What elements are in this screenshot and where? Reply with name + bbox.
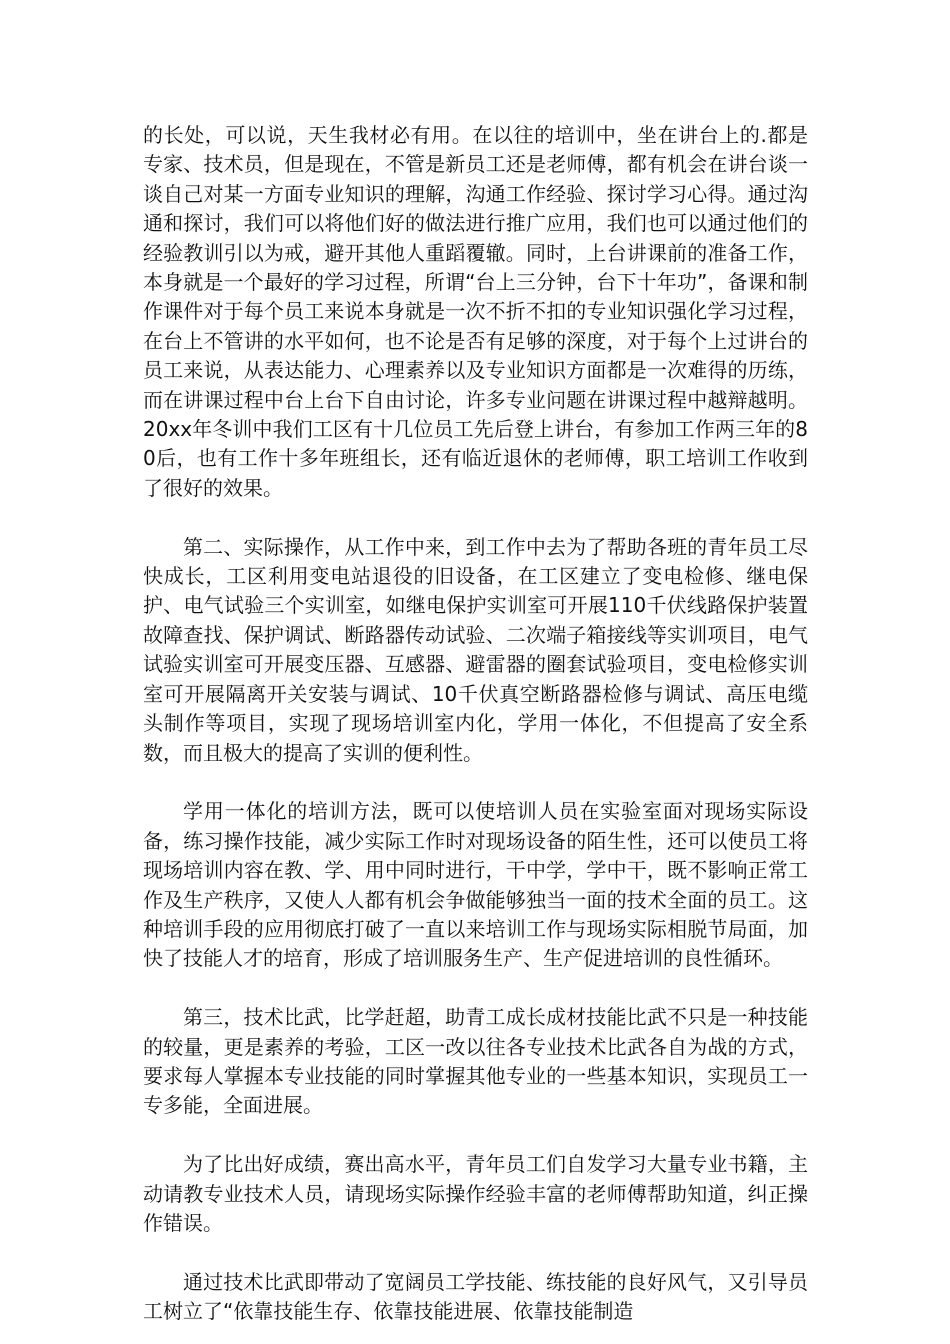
paragraph-2: 第二、实际操作，从工作中来，到工作中去为了帮助各班的青年员工尽快成长，工区利用变电站退役的旧设备，在工区建立了变电检修、继电保护、电气试验三个实训室，如继电保护实训室可开展110千伏线路保护装置故障查找、保护调试、断路器传动试验、二次端子箱接线等实训项目，电气试验实训室可开展变压器、互感器、避雷器的圈套试验项目，变电检修实训室可开展隔离开关安装与调试、10千伏真空断路器检修与调试、高压电缆头制作等项目，实现了现场培训室内化，学用一体化，不但提高了安全系数，而且极大的提高了实训的便利性。 xyxy=(143,534,808,765)
paragraph-6: 通过技术比武即带动了宽阔员工学技能、练技能的良好风气，又引导员工树立了“依靠技能生存、依靠技能进展、依靠技能制造 xyxy=(143,1269,808,1324)
paragraph-3: 学用一体化的培训方法，既可以使培训人员在实验室面对现场实际设备，练习操作技能，减少实际工作时对现场设备的陌生性，还可以使员工将现场培训内容在教、学、用中同时进行，干中学，学中干，既不影响正常工作及生产秩序，又使人人都有机会争做能够独当一面的技术全面的员工。这种培训手段的应用彻底打破了一直以来培训工作与现场实际相脱节局面，加快了技能人才的培育，形成了培训服务生产、生产促进培训的良性循环。 xyxy=(143,799,808,971)
paragraph-5: 为了比出好成绩，赛出高水平，青年员工们自发学习大量专业书籍，主动请教专业技术人员，请现场实际操作经验丰富的老师傅帮助知道，纠正操作错误。 xyxy=(143,1152,808,1235)
paragraph-1: 的长处，可以说，天生我材必有用。在以往的培训中，坐在讲台上的.都是专家、技术员，但是现在，不管是新员工还是老师傅，都有机会在讲台谈一谈自己对某一方面专业知识的理解，沟通工作经验、探讨学习心得。通过沟通和探讨，我们可以将他们好的做法进行推广应用，我们也可以通过他们的经验教训引以为戒，避开其他人重蹈覆辙。同时，上台讲课前的准备工作，本身就是一个最好的学习过程，所谓“台上三分钟，台下十年功”，备课和制作课件对于每个员工来说本身就是一次不折不扣的专业知识强化学习过程，在台上不管讲的水平如何，也不论是否有足够的深度，对于每个上过讲台的员工来说，从表达能力、心理素养以及专业知识方面都是一次难得的历练，而在讲课过程中台上台下自由讨论，许多专业问题在讲课过程中越辩越明。20xx年冬训中我们工区有十几位员工先后登上讲台，有参加工作两三年的80后，也有工作十多年班组长，还有临近退休的老师傅，职工培训工作收到了很好的效果。 xyxy=(143,123,808,500)
paragraph-4: 第三，技术比武，比学赶超，助青工成长成材技能比武不只是一种技能的较量，更是素养的考验，工区一改以往各专业技术比武各自为战的方式，要求每人掌握本专业技能的同时掌握其他专业的一些基本知识，实现员工一专多能，全面进展。 xyxy=(143,1005,808,1118)
document-body xyxy=(143,121,808,1327)
